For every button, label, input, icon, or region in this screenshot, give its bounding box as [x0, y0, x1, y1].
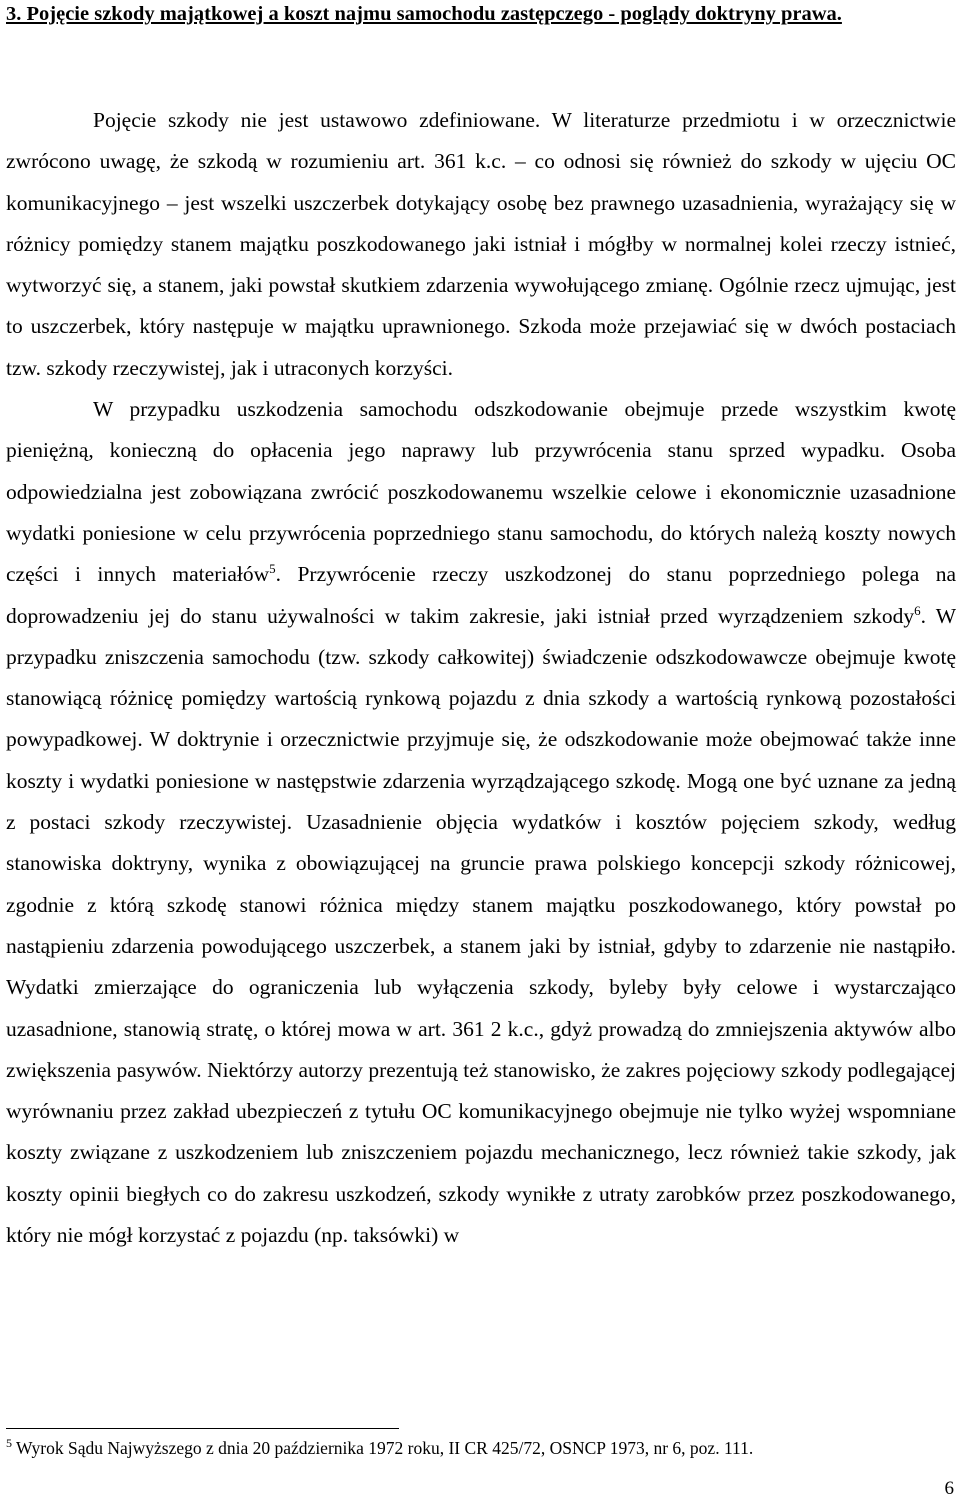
paragraph-2-text-b: . Przywrócenie rzeczy uszkodzonej do stanu poprzedniego polega na doprowadzeniu jej do stanu używalności w takim zakresie, jaki istniał przed wyrządzeniem szkody	[6, 562, 956, 628]
footnote	[6, 1436, 956, 1460]
paragraph-1	[6, 100, 956, 389]
page-number: 6	[944, 1478, 954, 1499]
body-text	[6, 100, 956, 1256]
footnote-marker: 5	[6, 1436, 12, 1451]
section-heading-text: 3. Pojęcie szkody majątkowej a koszt najmu samochodu zastępczego - poglądy doktryny prawa.	[6, 3, 842, 25]
section-heading	[6, 0, 956, 28]
footnote-text: Wyrok Sądu Najwyższego z dnia 20 października 1972 roku, II CR 425/72, OSNCP 1973, nr 6, poz. 111.	[12, 1438, 754, 1458]
paragraph-2-text-c: . W przypadku zniszczenia samochodu (tzw. szkody całkowitej) świadczenie odszkodowawcze obejmuje kwotę stanowiącą różnicę pomiędzy wartością rynkową pojazdu z dnia szkody a wartością rynkową pozostałości powypadkowej. W doktrynie i orzecznictwie przyjmuje się, że odszkodowanie może obejmować także inne koszty i wydatki poniesione w następstwie zdarzenia wyrządzającego szkodę. Mogą one być uznane za jedną z postaci szkody rzeczywistej. Uzasadnienie objęcia wydatków i kosztów pojęciem szkody, według stanowiska doktryny, wynika z obowiązującej na gruncie prawa polskiego koncepcji szkody różnicowej, zgodnie z którą szkodę stanowi różnica między stanem majątku poszkodowanego, który powstał po nastąpieniu zdarzenia powodującego uszczerbek, a stanem jaki by istniał, gdyby to zdarzenie nie nastąpiło. Wydatki zmierzające do ograniczenia lub wyłączenia szkody, byleby były celowe i wystarczająco uzasadnione, stanowią stratę, o której mowa w art. 361 2 k.c., gdyż prowadzą do zmniejszenia aktywów albo zwiększenia pasywów. Niektórzy autorzy prezentują też stanowisko, że zakres pojęciowy szkody podlegającej wyrównaniu przez zakład ubezpieczeń z tytułu OC komunikacyjnego obejmuje nie tylko wyżej wspomniane koszty związane z uszkodzeniem lub zniszczeniem pojazdu mechanicznego, lecz również takie szkody, jak koszty opinii biegłych co do zakresu uszkodzeń, szkody wynikłe z utraty zarobków przez poszkodowanego, który nie mógł korzystać z pojazdu (np. taksówki) w	[6, 603, 956, 1248]
paragraph-1-text: Pojęcie szkody nie jest ustawowo zdefiniowane. W literaturze przedmiotu i w orzecznictwie zwrócono uwagę, że szkodą w rozumieniu art. 361 k.c. – co odnosi się również do szkody w ujęciu OC komunikacyjnego – jest wszelki uszczerbek dotykający osobę bez prawnego uzasadnienia, wyrażający się w różnicy pomiędzy stanem majątku poszkodowanego jaki istniał i mógłby w normalnej kolei rzeczy istnieć, wytworzyć się, a stanem, jaki powstał skutkiem zdarzenia wywołującego zmianę. Ogólnie rzecz ujmując, jest to uszczerbek, który następuje w majątku uprawnionego. Szkoda może przejawiać się w dwóch postaciach tzw. szkody rzeczywistej, jak i utraconych korzyści.	[6, 108, 956, 380]
paragraph-2	[6, 389, 956, 1256]
footnote-divider	[6, 1428, 399, 1429]
footnote-ref-6[interactable]: 6	[914, 602, 921, 618]
paragraph-2-text-a: W przypadku uszkodzenia samochodu odszkodowanie obejmuje przede wszystkim kwotę pieniężną, konieczną do opłacenia jego naprawy lub przywrócenia stanu sprzed wypadku. Osoba odpowiedzialna jest zobowiązana zwrócić poszkodowanemu wszelkie celowe i ekonomicznie uzasadnione wydatki poniesione w celu przywrócenia poprzedniego stanu samochodu, do których należą koszty nowych części i innych materiałów	[6, 397, 956, 587]
footnote-ref-5[interactable]: 5	[269, 561, 276, 577]
